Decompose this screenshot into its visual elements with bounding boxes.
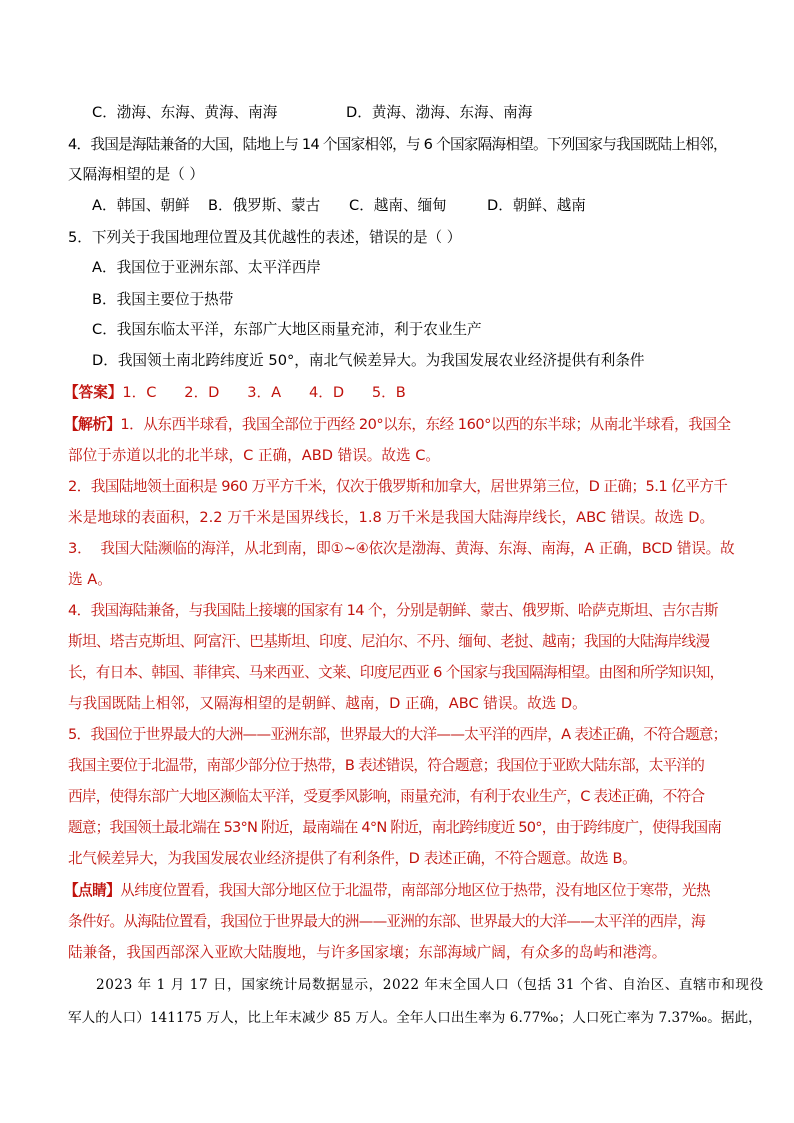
analysis-line13: 西岸，使得东部广大地区濒临太平洋，受夏季风影响，雨量充沛，有利于农业生产，C 表述正确，不符合 (68, 788, 705, 805)
analysis-line4: 米是地球的表面积，2.2 万千米是国界线长，1.8 万千米是我国大陆海岸线长，ABC 错误。故选 D。 (68, 509, 715, 526)
analysis-tag: 【解析】 (64, 416, 121, 433)
analysis-line9: 长，有日本、韩国、菲律宾、马来西亚、文莱、印度尼西亚 6 个国家与我国隔海相望。由图和所学知识知， (68, 664, 724, 681)
q5-option-c: C．我国东临太平洋，东部广大地区雨量充沛，利于农业生产 (92, 321, 482, 338)
analysis-line5 (68, 539, 734, 559)
analysis-line2: 部位于赤道以北的北半球，C 正确，ABD 错误。故选 C。 (68, 447, 441, 464)
analysis-line1 (64, 415, 731, 435)
option-c-prev: C．渤海、东海、黄海、南海 (92, 104, 278, 121)
q5-option-b: B．我国主要位于热带 (92, 291, 234, 308)
analysis-line8: 斯坦、塔吉克斯坦、阿富汗、巴基斯坦、印度、尼泊尔、不丹、缅甸、老挝、越南；我国的大陆海岸线漫 (68, 633, 710, 650)
analysis-line11: 5．我国位于世界最大的大洲——亚洲东部，世界最大的大洋——太平洋的西岸，A 表述正确，不符合题意； (68, 726, 727, 743)
passage-line2: 军人的人口）141175 万人，比上年末减少 85 万人。全年人口出生率为 6.77‰；人口死亡率为 7.37‰。据此， (68, 1010, 762, 1026)
analysis-line7: 4．我国海陆兼备，与我国陆上接壤的国家有 14 个，分别是朝鲜、蒙古、俄罗斯、哈萨克斯坦、吉尔吉斯 (68, 602, 718, 619)
analysis-line6: 选 A。 (68, 571, 112, 588)
q4-option-c: C．越南、缅甸 (349, 197, 447, 214)
q5-option-a: A．我国位于亚洲东部、太平洋西岸 (92, 259, 321, 276)
analysis-text-1: 1．从东西半球看，我国全部位于西经 20°以东，东经 160°以西的东半球；从南北半球看，我国全 (120, 416, 731, 433)
analysis-line5-b: 依次是渤海、黄海、东海、南海，A 正确，BCD 错误。故 (368, 540, 735, 557)
q4-option-a: A．韩国、朝鲜 (92, 197, 190, 214)
circled-four: ④ (355, 540, 369, 557)
comment-line3: 陆兼备，我国西部深入亚欧大陆腹地，与许多国家壤；东部海域广阔，有众多的岛屿和港湾。 (68, 944, 667, 961)
q5-stem: 5．下列关于我国地理位置及其优越性的表述，错误的是（ ） (68, 229, 462, 246)
analysis-line14: 题意；我国领土最北端在 53°N 附近，最南端在 4°N 附近，南北跨纬度近 50°，由于跨纬度广，使得我国南 (68, 819, 722, 836)
analysis-line15: 北气候差异大，为我国发展农业经济提供了有利条件，D 表述正确，不符合题意。故选 B。 (68, 850, 637, 867)
q4-option-b: B．俄罗斯、蒙古 (208, 197, 321, 214)
passage-line1: 2023 年 1 月 17 日，国家统计局数据显示，2022 年末全国人口（包括 31 个省、自治区、直辖市和现役 (96, 977, 764, 993)
analysis-line12: 我国主要位于北温带，南部少部分位于热带，B 表述错误，符合题意；我国位于亚欧大陆东部，太平洋的 (68, 757, 705, 774)
option-d-prev: D．黄海、渤海、东海、南海 (346, 104, 533, 121)
analysis-line3: 2．我国陆地领土面积是 960 万平方千米，仅次于俄罗斯和加拿大，居世界第三位，D 正确；5.1 亿平方千 (68, 478, 728, 495)
analysis-line10: 与我国既陆上相邻，又隔海相望的是朝鲜、越南，D 正确，ABC 错误。故选 D。 (68, 695, 587, 712)
comment-line2: 条件好。从海陆位置看，我国位于世界最大的洲——亚洲的东部、世界最大的大洋——太平洋的西岸，海 (68, 913, 705, 930)
comment-tag: 【点睛】 (64, 882, 121, 899)
answer-text: 1．C 2．D 3．A 4．D 5．B (122, 384, 406, 401)
q4-stem-line1: 4．我国是海陆兼备的大国，陆地上与 14 个国家相邻，与 6 个国家隔海相望。下列国家与我国既陆上相邻， (68, 136, 727, 153)
answer-tag: 【答案】 (64, 384, 123, 401)
comment-line1 (64, 881, 710, 901)
analysis-line5-a: 3． 我国大陆濒临的海洋，从北到南，即 (68, 540, 331, 557)
q5-option-d: D．我国领土南北跨纬度近 50°，南北气候差异大。为我国发展农业经济提供有利条件 (92, 352, 645, 369)
q4-stem-line2: 又隔海相望的是（ ） (68, 166, 204, 183)
answer-line (64, 383, 406, 403)
comment-text-1: 从纬度位置看，我国大部分地区位于北温带，南部部分地区位于热带，没有地区位于寒带，光热 (120, 882, 711, 899)
q4-option-d: D．朝鲜、越南 (487, 197, 586, 214)
tilde: ~ (343, 540, 356, 557)
circled-one: ① (330, 540, 344, 557)
